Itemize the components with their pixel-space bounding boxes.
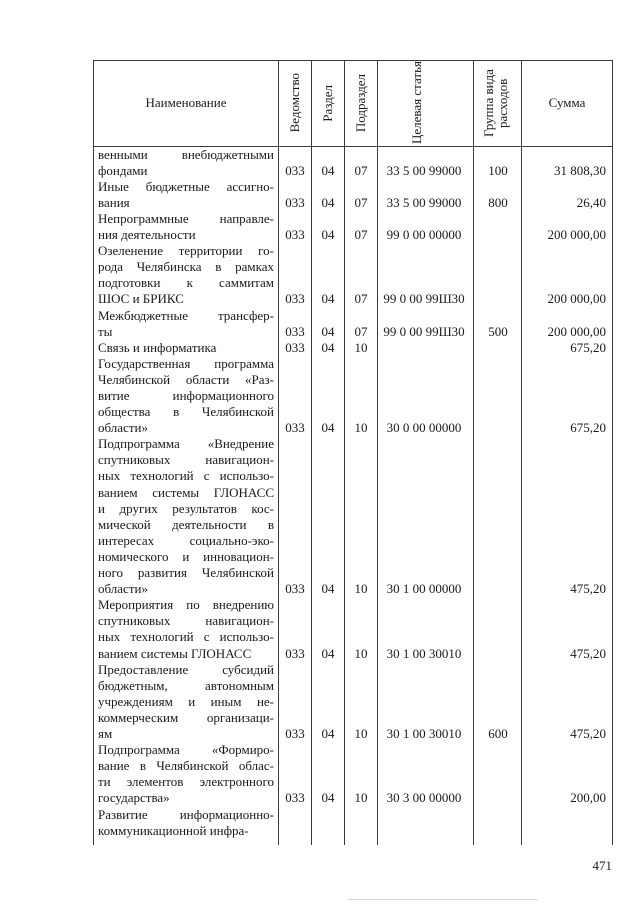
cell-name-line: Челябинской области «Раз- — [98, 371, 274, 387]
cell-name-line: Непрограммные направле- — [98, 210, 274, 226]
cell-name-line: ного развития Челябинской — [98, 565, 274, 581]
cell-summa: 475,20 — [570, 581, 606, 597]
header-gruppa-vida-rashodov-label: Группа вида расходов — [480, 69, 510, 137]
header-name-label: Наименование — [145, 95, 227, 110]
cell-name-line: спутниковых навигацион- — [98, 613, 274, 629]
cell-summa: 475,20 — [570, 645, 606, 661]
cell-name — [98, 243, 274, 307]
cell-name — [98, 807, 274, 839]
cell-name-line: Мероприятия по внедрению — [98, 597, 274, 613]
cell-vedomstvo: 033 — [285, 726, 305, 742]
table-row — [0, 662, 640, 743]
table-row — [0, 308, 640, 340]
cell-name-line: подготовки к саммитам — [98, 275, 274, 291]
table-row — [0, 243, 640, 307]
cell-name-line: ных технологий с использо- — [98, 468, 274, 484]
cell-name-line: рода Челябинска в рамках — [98, 259, 274, 275]
cell-name-line: вание в Челябинской облас- — [98, 758, 274, 774]
header-vedomstvo-label: Ведомство — [287, 73, 302, 133]
cell-razdel: 04 — [321, 162, 335, 178]
cell-celevaya-statya: 30 1 00 00000 — [386, 581, 462, 597]
cell-name-line: учреждениям и иным не- — [98, 693, 274, 709]
cell-name-line: Подпрограмма «Формиро- — [98, 742, 274, 758]
cell-gruppa-vida-rashodov: 600 — [488, 726, 508, 742]
cell-name — [98, 179, 274, 211]
cell-razdel: 04 — [321, 790, 335, 806]
table-row — [0, 356, 640, 437]
cell-name-line: Подпрограмма «Внедрение — [98, 436, 274, 452]
cell-podrazdel: 10 — [354, 645, 368, 661]
header-celevaya-statya-label: Целевая статья — [408, 61, 424, 145]
cell-vedomstvo: 033 — [285, 420, 305, 436]
cell-name-line: ния деятельности — [98, 226, 196, 242]
cell-name-line: коммуникационной инфра- — [98, 822, 249, 838]
table-row — [0, 597, 640, 661]
header-celevaya-statya — [378, 60, 473, 146]
cell-summa: 200,00 — [570, 790, 606, 806]
cell-podrazdel: 07 — [354, 291, 368, 307]
cell-name — [98, 356, 274, 436]
cell-podrazdel: 07 — [354, 323, 368, 339]
header-summa — [522, 60, 612, 146]
cell-vedomstvo: 033 — [285, 162, 305, 178]
cell-celevaya-statya: 99 0 00 99Ш30 — [383, 323, 465, 339]
cell-summa: 675,20 — [570, 420, 606, 436]
cell-name — [98, 597, 274, 661]
header-razdel-label: Раздел — [320, 84, 335, 122]
cell-name-line: номического и инновацион- — [98, 548, 274, 564]
header-summa-label: Сумма — [548, 95, 586, 110]
header-vedomstvo — [279, 60, 311, 146]
cell-razdel: 04 — [321, 194, 335, 210]
cell-vedomstvo: 033 — [285, 323, 305, 339]
cell-gruppa-vida-rashodov: 800 — [488, 194, 508, 210]
page-number: 471 — [592, 858, 612, 873]
cell-razdel: 04 — [321, 726, 335, 742]
cell-name-line: венными внебюджетными — [98, 146, 274, 162]
cell-razdel: 04 — [321, 323, 335, 339]
cell-vedomstvo: 033 — [285, 581, 305, 597]
cell-vedomstvo: 033 — [285, 194, 305, 210]
cell-name — [98, 662, 274, 742]
cell-summa: 675,20 — [570, 339, 606, 355]
cell-vedomstvo: 033 — [285, 790, 305, 806]
cell-podrazdel: 07 — [354, 162, 368, 178]
cell-name-line: ШОС и БРИКС — [98, 291, 184, 307]
table-row — [0, 340, 640, 356]
cell-razdel: 04 — [321, 339, 335, 355]
cell-name-line: витие информационного — [98, 387, 274, 403]
cell-summa: 26,40 — [576, 194, 606, 210]
cell-podrazdel: 10 — [354, 420, 368, 436]
cell-celevaya-statya: 30 1 00 30010 — [386, 726, 462, 742]
table-row — [0, 436, 640, 597]
cell-name-line: ты — [98, 323, 113, 339]
table-row — [0, 147, 640, 179]
cell-name-line: Связь и информатика — [98, 339, 217, 355]
cell-name-line: области» — [98, 420, 148, 436]
cell-celevaya-statya: 33 5 00 99000 — [386, 162, 462, 178]
cell-name — [98, 436, 274, 597]
cell-name-line: ти элементов электронного — [98, 774, 274, 790]
cell-name-line: ных технологий с использо- — [98, 629, 274, 645]
cell-podrazdel: 10 — [354, 581, 368, 597]
cell-podrazdel: 07 — [354, 194, 368, 210]
header-podrazdel — [345, 60, 377, 146]
cell-name-line: ванием системы ГЛОНАСС — [98, 484, 274, 500]
cell-celevaya-statya: 99 0 00 00000 — [386, 226, 462, 242]
cell-summa: 31 808,30 — [554, 162, 606, 178]
table-row — [0, 179, 640, 211]
table-row — [0, 211, 640, 243]
cell-name-line: фондами — [98, 162, 148, 178]
cell-name-line: и других результатов кос- — [98, 500, 274, 516]
cell-name-line: Государственная программа — [98, 355, 274, 371]
header-podrazdel-label: Подраздел — [353, 73, 368, 133]
cell-name — [98, 211, 274, 243]
cell-razdel: 04 — [321, 645, 335, 661]
table-row — [0, 807, 640, 839]
header-gruppa-vida-rashodov — [474, 60, 521, 146]
cell-name-line: государства» — [98, 790, 170, 806]
cell-name-line: мической деятельности в — [98, 516, 274, 532]
cell-celevaya-statya: 99 0 00 99Ш30 — [383, 291, 465, 307]
cell-summa: 200 000,00 — [547, 291, 606, 307]
cell-celevaya-statya: 30 1 00 30010 — [386, 645, 462, 661]
cell-name-line: бюджетным, автономным — [98, 677, 274, 693]
cell-celevaya-statya: 30 0 00 00000 — [386, 420, 462, 436]
cell-celevaya-statya: 30 3 00 00000 — [386, 790, 462, 806]
cell-razdel: 04 — [321, 226, 335, 242]
cell-name-line: общества в Челябинской — [98, 404, 274, 420]
cell-vedomstvo: 033 — [285, 645, 305, 661]
cell-gruppa-vida-rashodov: 100 — [488, 162, 508, 178]
cell-razdel: 04 — [321, 581, 335, 597]
cell-gruppa-vida-rashodov: 500 — [488, 323, 508, 339]
cell-celevaya-statya: 33 5 00 99000 — [386, 194, 462, 210]
table-row — [0, 742, 640, 806]
cell-name — [98, 308, 274, 340]
cell-name-line: Предоставление субсидий — [98, 661, 274, 677]
cell-vedomstvo: 033 — [285, 226, 305, 242]
cell-vedomstvo: 033 — [285, 339, 305, 355]
cell-summa: 200 000,00 — [547, 323, 606, 339]
cell-vedomstvo: 033 — [285, 291, 305, 307]
cell-razdel: 04 — [321, 291, 335, 307]
cell-name-line: спутниковых навигацион- — [98, 452, 274, 468]
header-razdel — [312, 60, 344, 146]
cell-name — [98, 742, 274, 806]
cell-name-line: ям — [98, 726, 113, 742]
cell-name-line: коммерческим организаци- — [98, 709, 274, 725]
cell-summa: 200 000,00 — [547, 226, 606, 242]
bottom-scan-rule — [348, 899, 538, 900]
cell-podrazdel: 10 — [354, 726, 368, 742]
cell-podrazdel: 10 — [354, 339, 368, 355]
cell-name-line: интересах социально-эко- — [98, 532, 274, 548]
cell-podrazdel: 07 — [354, 226, 368, 242]
cell-name — [98, 340, 274, 356]
header-name — [94, 60, 278, 146]
cell-podrazdel: 10 — [354, 790, 368, 806]
cell-name-line: Иные бюджетные ассигно- — [98, 178, 274, 194]
cell-name-line: вания — [98, 194, 130, 210]
cell-summa: 475,20 — [570, 726, 606, 742]
cell-name-line: Межбюджетные трансфер- — [98, 307, 274, 323]
cell-name — [98, 147, 274, 179]
cell-name-line: Озеленение территории го- — [98, 243, 274, 259]
cell-name-line: Развитие информационно- — [98, 806, 274, 822]
cell-razdel: 04 — [321, 420, 335, 436]
cell-name-line: области» — [98, 581, 148, 597]
cell-name-line: ванием системы ГЛОНАСС — [98, 645, 252, 661]
